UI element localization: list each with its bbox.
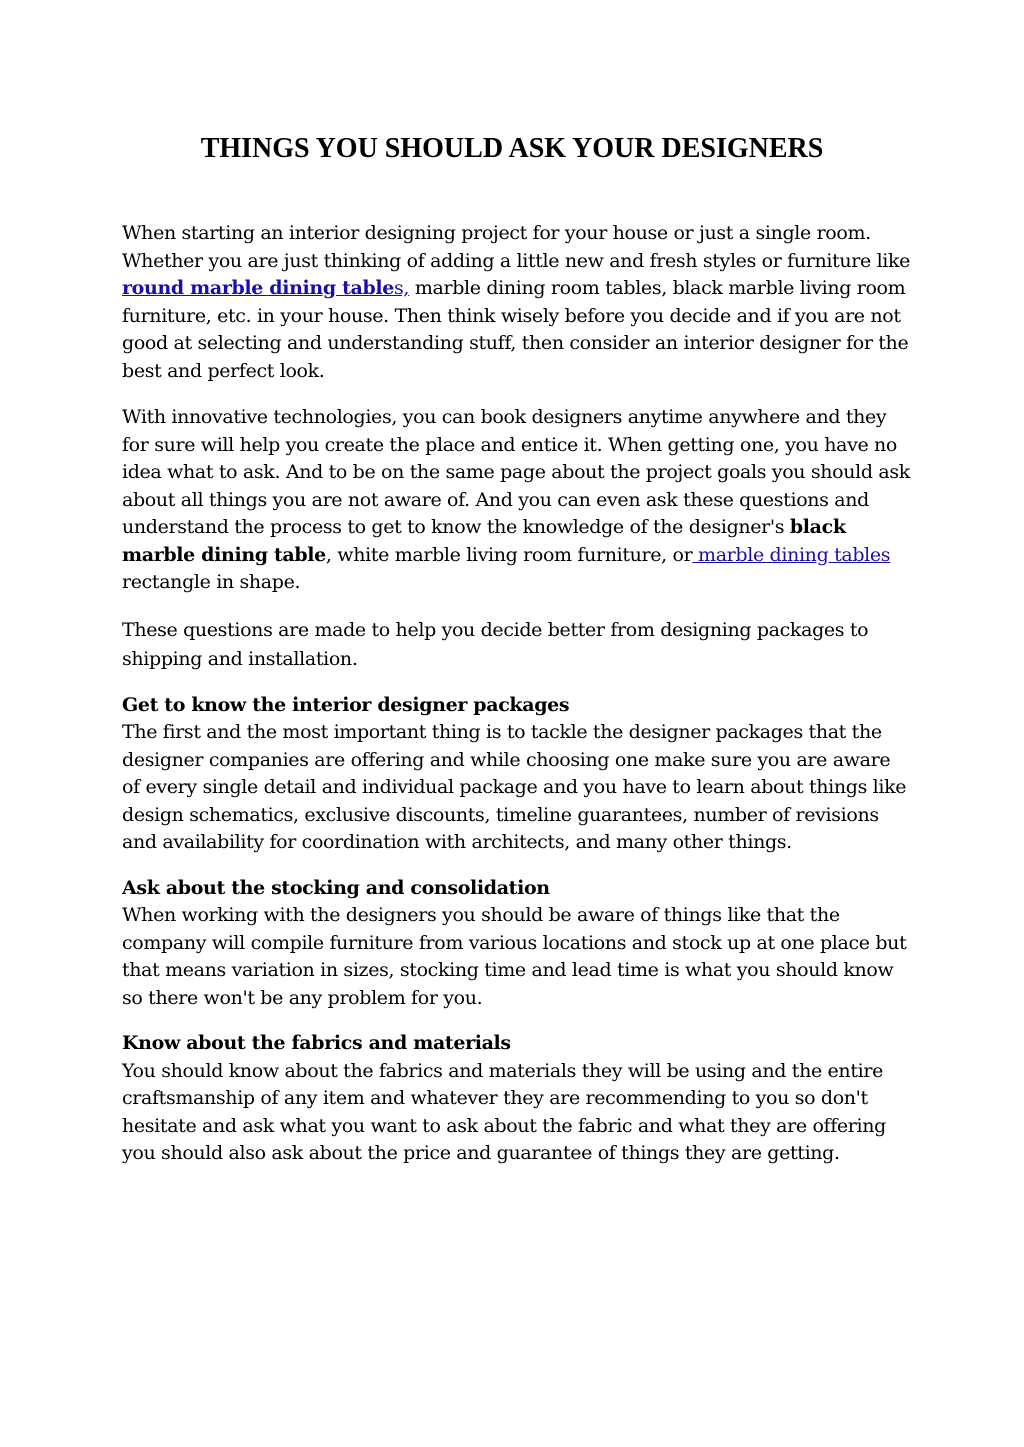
round-marble-dining-table-link-text: round marble dining table (122, 277, 395, 299)
intro-text-2b: , white marble living room furniture, or (325, 543, 693, 566)
marble-dining-tables-link[interactable]: marble dining tables (692, 543, 891, 566)
section-heading-fabrics-materials: Know about the fabrics and materials (122, 1032, 511, 1054)
section-fabrics-materials (122, 1030, 912, 1168)
intro-paragraph-3: These questions are made to help you decide better from designing packages to shipping and installation. (122, 618, 869, 670)
black-marble-dining-table-text: black marble dining table (122, 516, 846, 566)
round-marble-dining-table-link-tail: s, (394, 277, 410, 299)
section-body-designer-packages: The first and the most important thing is to tackle the designer packages that the designer companies are offering and while choosing one make sure you are aware of every single detail and individual package and you have to learn about things like design schematics, exclusive discounts, timeline guarantees, number of revisions and availability for coordination with architects, and many other things. (122, 721, 907, 853)
section-heading-stocking-consolidation: Ask about the stocking and consolidation (122, 876, 550, 899)
document-title: THINGS YOU SHOULD ASK YOUR DESIGNERS (200, 133, 824, 164)
intro-paragraph-1 (122, 220, 912, 385)
intro-paragraph-2 (122, 404, 912, 597)
section-body-fabrics-materials: You should know about the fabrics and materials they will be using and the entire craftsmanship of any item and whatever they are recommending to you so don't hesitate and ask what you want to ask about the fabric and what they are offering you should also ask about the price and guarantee of things they are getting. (122, 1059, 886, 1164)
section-heading-designer-packages: Get to know the interior designer packages (122, 693, 570, 716)
intro-text-1b: marble dining room tables, black marble living room furniture, etc. in your house. Then think wisely before you decide and if you are not good at selecting and understanding stuff, then consider an interior designer for the best and perfect look. (122, 277, 909, 382)
document-body (122, 220, 912, 1168)
intro-text-2c: rectangle in shape. (122, 571, 301, 593)
intro-text-1: When starting an interior designing project for your house or just a single room. Whether you are just thinking of adding a little new and fresh styles or furniture like (122, 222, 911, 272)
section-body-stocking-consolidation: When working with the designers you should be aware of things like that the company will compile furniture from various locations and stock up at one place but that means variation in sizes, stocking time and lead time is what you should know so there won't be any problem for you. (122, 904, 907, 1009)
section-designer-packages (122, 692, 912, 857)
intro-text-2: With innovative technologies, you can book designers anytime anywhere and they for sure will help you create the place and entice it. When getting one, you have no idea what to ask. And to be on the same page about the project goals you should ask about all things you are not aware of. And you can even ask these questions and understand the process to get to know the knowledge of the designer's (122, 406, 910, 538)
section-stocking-consolidation (122, 875, 912, 1013)
round-marble-dining-tables-link[interactable] (122, 277, 409, 299)
